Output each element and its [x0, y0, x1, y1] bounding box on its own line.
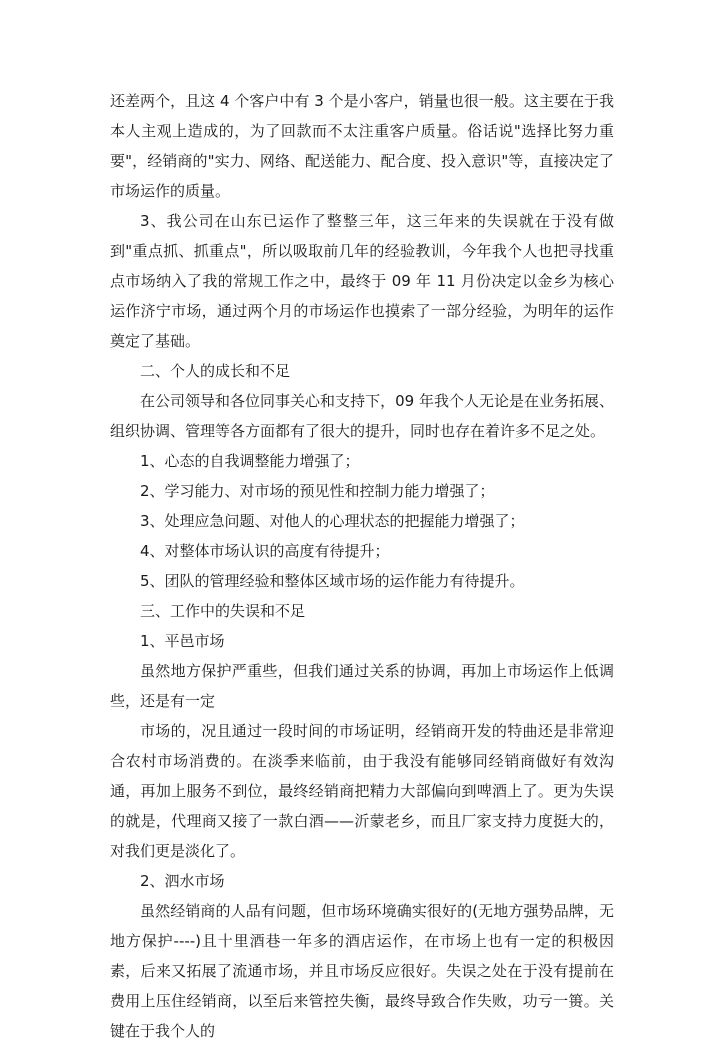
section-heading-growth: 二、个人的成长和不足 [140, 362, 291, 380]
list-item-4: 4、对整体市场认识的高度有待提升； [140, 542, 390, 560]
list-item-2: 2、学习能力、对市场的预见性和控制力能力增强了； [140, 482, 495, 500]
paragraph-pingyi-2: 市场的，况且通过一段时间的市场证明，经销商开发的特曲还是非常迎合农村市场消费的。在淡季来临前，由于我没有能够同经销商做好有效沟通，再加上服务不到位，最终经销商把精力大部偏向到啤酒上了。更为失误的就是，代理商又接了一款白酒——沂蒙老乡，而且厂家支持力度挺大的，对我们更是淡化了。 [110, 722, 614, 860]
subheading-pingyi-market: 1、平邑市场 [140, 632, 225, 650]
list-item-1: 1、心态的自我调整能力增强了； [140, 452, 360, 470]
paragraph-sishui: 虽然经销商的人品有问题，但市场环境确实很好的(无地方强势品牌，无地方保护----)且十里酒巷一年多的酒店运作，在市场上也有一定的积极因素，后来又拓展了流通市场，并且市场反应很好。失误之处在于没有提前在费用上压住经销商，以至后来管控失衡，最终导致合作失败，功亏一篑。关键在于我个人的 [110, 902, 614, 1040]
paragraph-growth-intro: 在公司领导和各位同事关心和支持下，09 年我个人无论是在业务拓展、组织协调、管理等各方面都有了很大的提升，同时也存在着许多不足之处。 [110, 392, 614, 440]
paragraph-continuation: 还差两个，且这 4 个客户中有 3 个是小客户，销量也很一般。这主要在于我本人主观上造成的，为了回款而不太注重客户质量。俗话说"选择比努力重要"，经销商的"实力、网络、配送能力、配合度、投入意识"等，直接决定了市场运作的质量。 [110, 92, 614, 200]
subheading-sishui-market: 2、泗水市场 [140, 872, 225, 890]
document-body [110, 86, 614, 1046]
paragraph-point-3: 3、我公司在山东已运作了整整三年，这三年来的失误就在于没有做到"重点抓、抓重点"，所以吸取前几年的经验教训，今年我个人也把寻找重点市场纳入了我的常规工作之中，最终于 09 年 11 月份决定以金乡为核心运作济宁市场，通过两个月的市场运作也摸索了一部分经验，为明年的运作奠定了基础。 [110, 212, 614, 350]
paragraph-pingyi-1: 虽然地方保护严重些，但我们通过关系的协调，再加上市场运作上低调些，还是有一定 [110, 662, 614, 710]
list-item-3: 3、处理应急问题、对他人的心理状态的把握能力增强了； [140, 512, 525, 530]
section-heading-mistakes: 三、工作中的失误和不足 [140, 602, 306, 620]
list-item-5: 5、团队的管理经验和整体区域市场的运作能力有待提升。 [140, 572, 525, 590]
